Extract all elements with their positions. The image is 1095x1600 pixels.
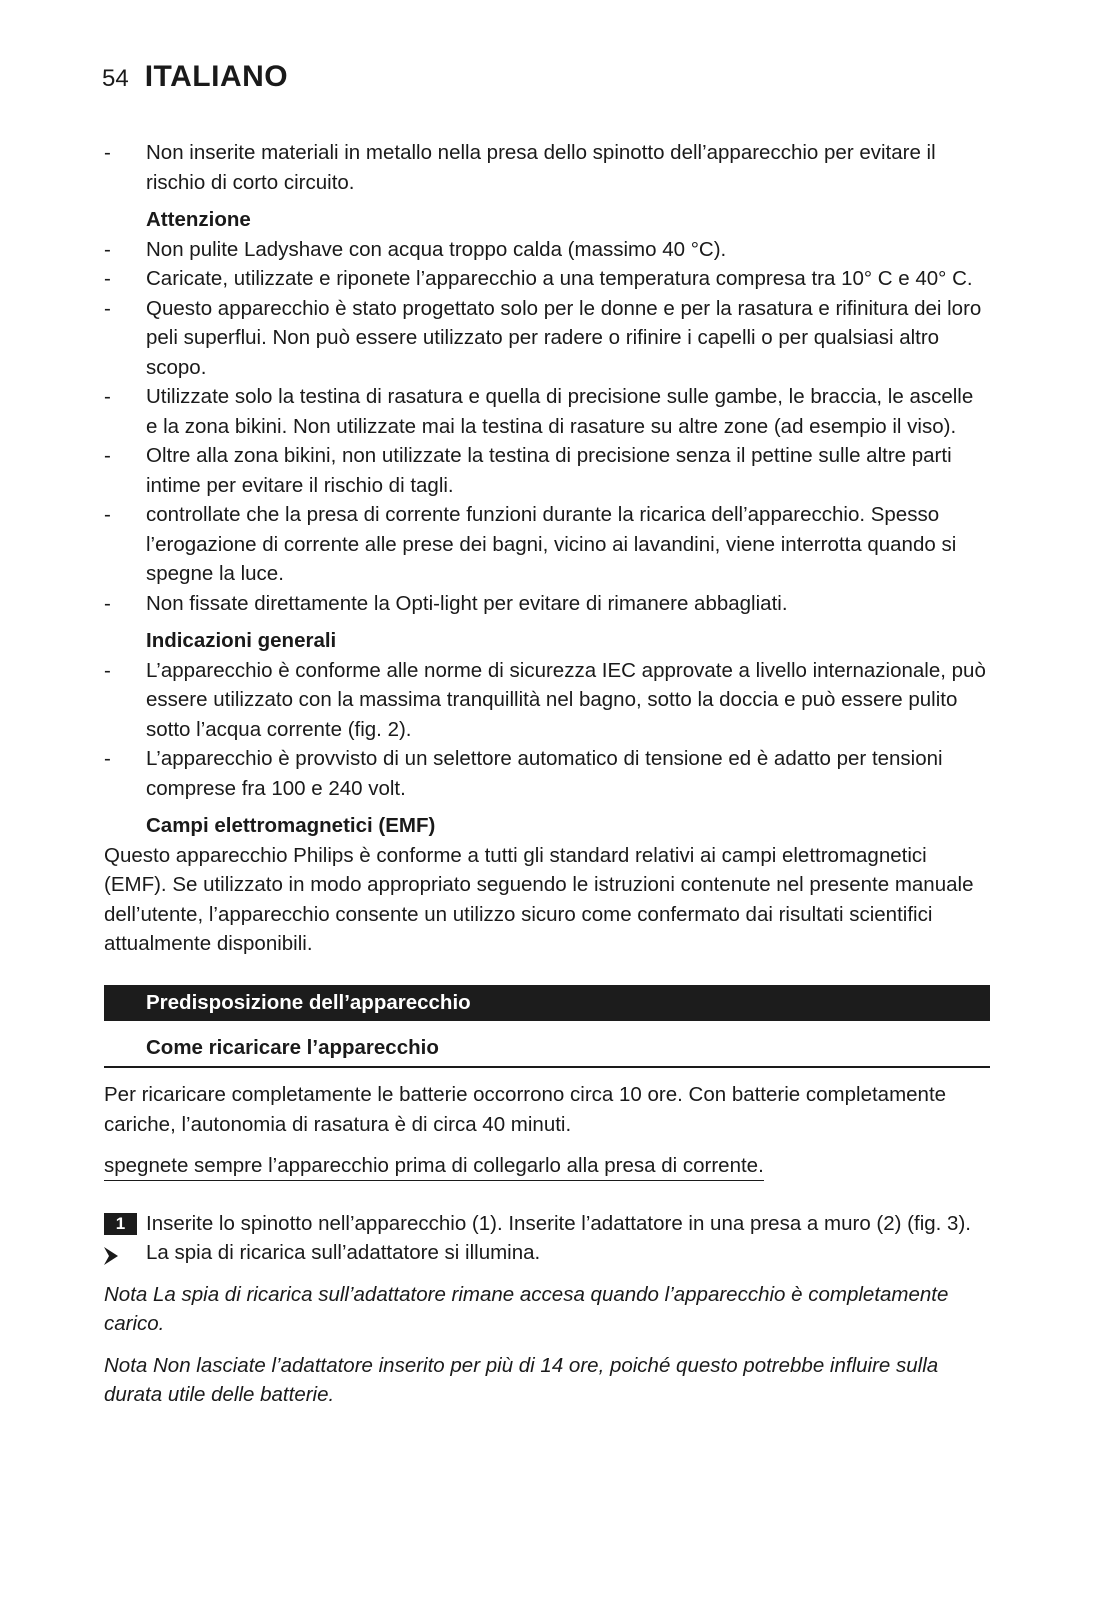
list-item: - Oltre alla zona bikini, non utilizzate la testina di precisione senza il pettine sulle altre parti intime per evitare il rischio di tagli. xyxy=(104,441,990,500)
emf-heading: Campi elettromagnetici (EMF) xyxy=(146,814,436,837)
step-1 xyxy=(104,1209,990,1239)
note-1: Nota La spia di ricarica sull’adattatore rimane accesa quando l’apparecchio è completamente carico. xyxy=(104,1282,949,1335)
charging-intro: Per ricaricare completamente le batterie occorrono circa 10 ore. Con batterie completamente cariche, l’autonomia di rasatura è di circa 40 minuti. xyxy=(104,1083,947,1136)
language-title: ITALIANO xyxy=(144,60,289,93)
list-item: - L’apparecchio è provvisto di un selettore automatico di tensione ed è adatto per tensioni comprese fra 100 e 240 volt. xyxy=(104,744,990,803)
indicazioni-heading: Indicazioni generali xyxy=(146,629,337,652)
list-item: - Non pulite Ladyshave con acqua troppo calda (massimo 40 °C). xyxy=(104,235,990,265)
result-text: La spia di ricarica sull’adattatore si illumina. xyxy=(146,1241,541,1264)
step-text: Inserite lo spinotto nell’apparecchio (1). Inserite l’adattatore in una presa a muro (2) (fig. 3). xyxy=(146,1211,971,1235)
list-item: - Non fissate direttamente la Opti-light per evitare di rimanere abbagliati. xyxy=(104,589,990,619)
list-item: - Non inserite materiali in metallo nella presa dello spinotto dell’apparecchio per evitare il rischio di corto circuito. xyxy=(104,138,990,197)
warning-text: spegnete sempre l’apparecchio prima di collegarlo alla presa di corrente. xyxy=(104,1154,764,1181)
section-title-bar: Predisposizione dell’apparecchio xyxy=(104,985,990,1021)
charging-heading: Come ricaricare l’apparecchio xyxy=(104,1033,990,1069)
note-2: Nota Non lasciate l’adattatore inserito per più di 14 ore, poiché questo potrebbe influire sulla durata utile delle batterie. xyxy=(104,1353,939,1406)
page-number: 54 xyxy=(102,65,129,92)
step-result xyxy=(104,1238,990,1268)
list-item: - Caricate, utilizzate e riponete l’apparecchio a una temperatura compresa tra 10° C e 40° C. xyxy=(104,264,990,294)
list-item: - controllate che la presa di corrente funzioni durante la ricarica dell’apparecchio. Spesso l’erogazione di corrente alle prese dei bagni, vicino ai lavandini, viene interrotta quando si spegne la luce. xyxy=(104,500,990,589)
attenzione-heading: Attenzione xyxy=(146,208,251,231)
list-item: - Questo apparecchio è stato progettato solo per le donne e per la rasatura e rifinitura dei loro peli superflui. Non può essere utilizzato per radere o rifinire i capelli o per qualsiasi altro scopo. xyxy=(104,294,990,383)
page-content xyxy=(104,138,990,1410)
list-item: - L’apparecchio è conforme alle norme di sicurezza IEC approvate a livello internazionale, può essere utilizzato con la massima tranquillità nel bagno, sotto la doccia e può essere pulito sotto l’acqua corrente (fig. 2). xyxy=(104,656,990,745)
list-item: - Utilizzate solo la testina di rasatura e quella di precisione sulle gambe, le braccia, le ascelle e la zona bikini. Non utilizzate mai la testina di rasature su altre zone (ad esempio il viso). xyxy=(104,382,990,441)
emf-paragraph: Questo apparecchio Philips è conforme a tutti gli standard relativi ai campi elettromagnetici (EMF). Se utilizzato in modo appropriato seguendo le istruzioni contenute nel presente manuale dell’utente, l’apparecchio consente un utilizzo sicuro come confermato dai risultati scientifici attualmente disponibili. xyxy=(104,843,974,955)
attenzione-list xyxy=(104,235,990,619)
indicazioni-list xyxy=(104,656,990,804)
intro-list xyxy=(104,138,990,197)
result-arrow-icon xyxy=(104,1244,118,1262)
page-header xyxy=(102,60,288,94)
step-number-badge: 1 xyxy=(104,1213,137,1235)
warning-line xyxy=(104,1151,990,1181)
